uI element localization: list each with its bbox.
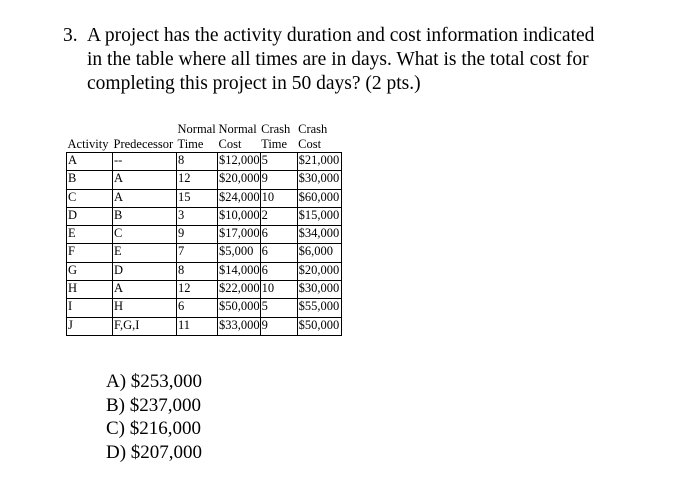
cell-normal-time: 6	[177, 299, 218, 317]
cell-normal-time: 15	[177, 189, 218, 207]
cell-predecessor: --	[113, 153, 177, 171]
answer-option-c: C) $216,000	[106, 418, 201, 439]
cell-crash-time: 2	[260, 207, 297, 225]
cell-normal-cost: $14,000	[218, 262, 261, 280]
table-row	[67, 189, 342, 207]
cell-activity: D	[67, 207, 113, 225]
cell-predecessor: B	[113, 207, 177, 225]
cell-normal-time: 12	[177, 281, 218, 299]
table-row	[67, 262, 342, 280]
cell-activity: J	[67, 317, 113, 335]
cell-normal-cost: $33,000	[218, 317, 261, 335]
cell-normal-time: 11	[177, 317, 218, 335]
header-crash-cost: Crash Cost	[298, 122, 328, 151]
cell-predecessor: F,G,I	[113, 317, 177, 335]
cell-crash-time: 5	[260, 153, 297, 171]
question-line-1: A project has the activity duration and cost information indicated	[87, 25, 595, 46]
cell-normal-cost: $5,000	[218, 244, 261, 262]
cell-crash-time: 6	[260, 244, 297, 262]
cell-predecessor: E	[113, 244, 177, 262]
cell-crash-cost: $6,000	[297, 244, 341, 262]
cell-predecessor: A	[113, 281, 177, 299]
table-row	[67, 171, 342, 189]
cell-predecessor: D	[113, 262, 177, 280]
cell-crash-time: 9	[260, 317, 297, 335]
cell-normal-time: 12	[177, 171, 218, 189]
cell-crash-time: 5	[260, 299, 297, 317]
cell-crash-cost: $55,000	[297, 299, 341, 317]
cell-crash-cost: $21,000	[297, 153, 341, 171]
table-row	[67, 244, 342, 262]
answer-option-a: A) $253,000	[106, 371, 203, 392]
cell-activity: C	[67, 189, 113, 207]
cell-predecessor: H	[113, 299, 177, 317]
cell-crash-cost: $50,000	[297, 317, 341, 335]
cell-crash-time: 6	[260, 226, 297, 244]
cell-normal-time: 9	[177, 226, 218, 244]
cell-activity: B	[67, 171, 113, 189]
activity-table	[66, 120, 342, 336]
table-row	[67, 226, 342, 244]
header-crash-time: Crash Time	[261, 122, 291, 151]
cell-normal-cost: $50,000	[218, 299, 261, 317]
header-predecessor: Predecessor	[113, 137, 174, 151]
cell-crash-time: 9	[260, 171, 297, 189]
cell-normal-cost: $22,000	[218, 281, 261, 299]
cell-normal-time: 3	[177, 207, 218, 225]
table-row	[67, 207, 342, 225]
cell-activity: G	[67, 262, 113, 280]
cell-predecessor: A	[113, 171, 177, 189]
header-normal-time: Normal Time	[177, 122, 216, 151]
answer-options	[106, 370, 202, 464]
cell-normal-time: 8	[177, 153, 218, 171]
cell-crash-cost: $20,000	[297, 262, 341, 280]
cell-normal-time: 7	[177, 244, 218, 262]
cell-crash-cost: $30,000	[297, 171, 341, 189]
cell-normal-cost: $24,000	[218, 189, 261, 207]
cell-normal-cost: $20,000	[218, 171, 261, 189]
table-row	[67, 317, 342, 335]
cell-predecessor: C	[113, 226, 177, 244]
cell-crash-time: 6	[260, 262, 297, 280]
cell-crash-cost: $30,000	[297, 281, 341, 299]
cell-activity: I	[67, 299, 113, 317]
cell-activity: E	[67, 226, 113, 244]
question-line-2: in the table where all times are in days. What is the total cost for	[87, 49, 589, 70]
cell-crash-time: 10	[260, 281, 297, 299]
cell-normal-cost: $12,000	[218, 153, 261, 171]
header-activity: Activity	[67, 137, 109, 151]
cell-activity: A	[67, 153, 113, 171]
question-number: 3.	[63, 25, 78, 46]
cell-normal-cost: $10,000	[218, 207, 261, 225]
cell-crash-cost: $60,000	[297, 189, 341, 207]
answer-option-d: D) $207,000	[106, 441, 203, 463]
cell-activity: F	[67, 244, 113, 262]
table-row	[67, 281, 342, 299]
cell-crash-time: 10	[260, 189, 297, 207]
header-normal-cost: Normal Cost	[218, 122, 257, 151]
table-row	[67, 299, 342, 317]
table-row	[67, 153, 342, 171]
table-header-row	[67, 120, 342, 153]
cell-crash-cost: $34,000	[297, 226, 341, 244]
cell-normal-cost: $17,000	[218, 226, 261, 244]
cell-activity: H	[67, 281, 113, 299]
cell-normal-time: 8	[177, 262, 218, 280]
answer-option-b: B) $237,000	[106, 394, 201, 416]
cell-crash-cost: $15,000	[297, 207, 341, 225]
cell-predecessor: A	[113, 189, 177, 207]
question-line-3: completing this project in 50 days? (2 pts.)	[87, 73, 421, 94]
